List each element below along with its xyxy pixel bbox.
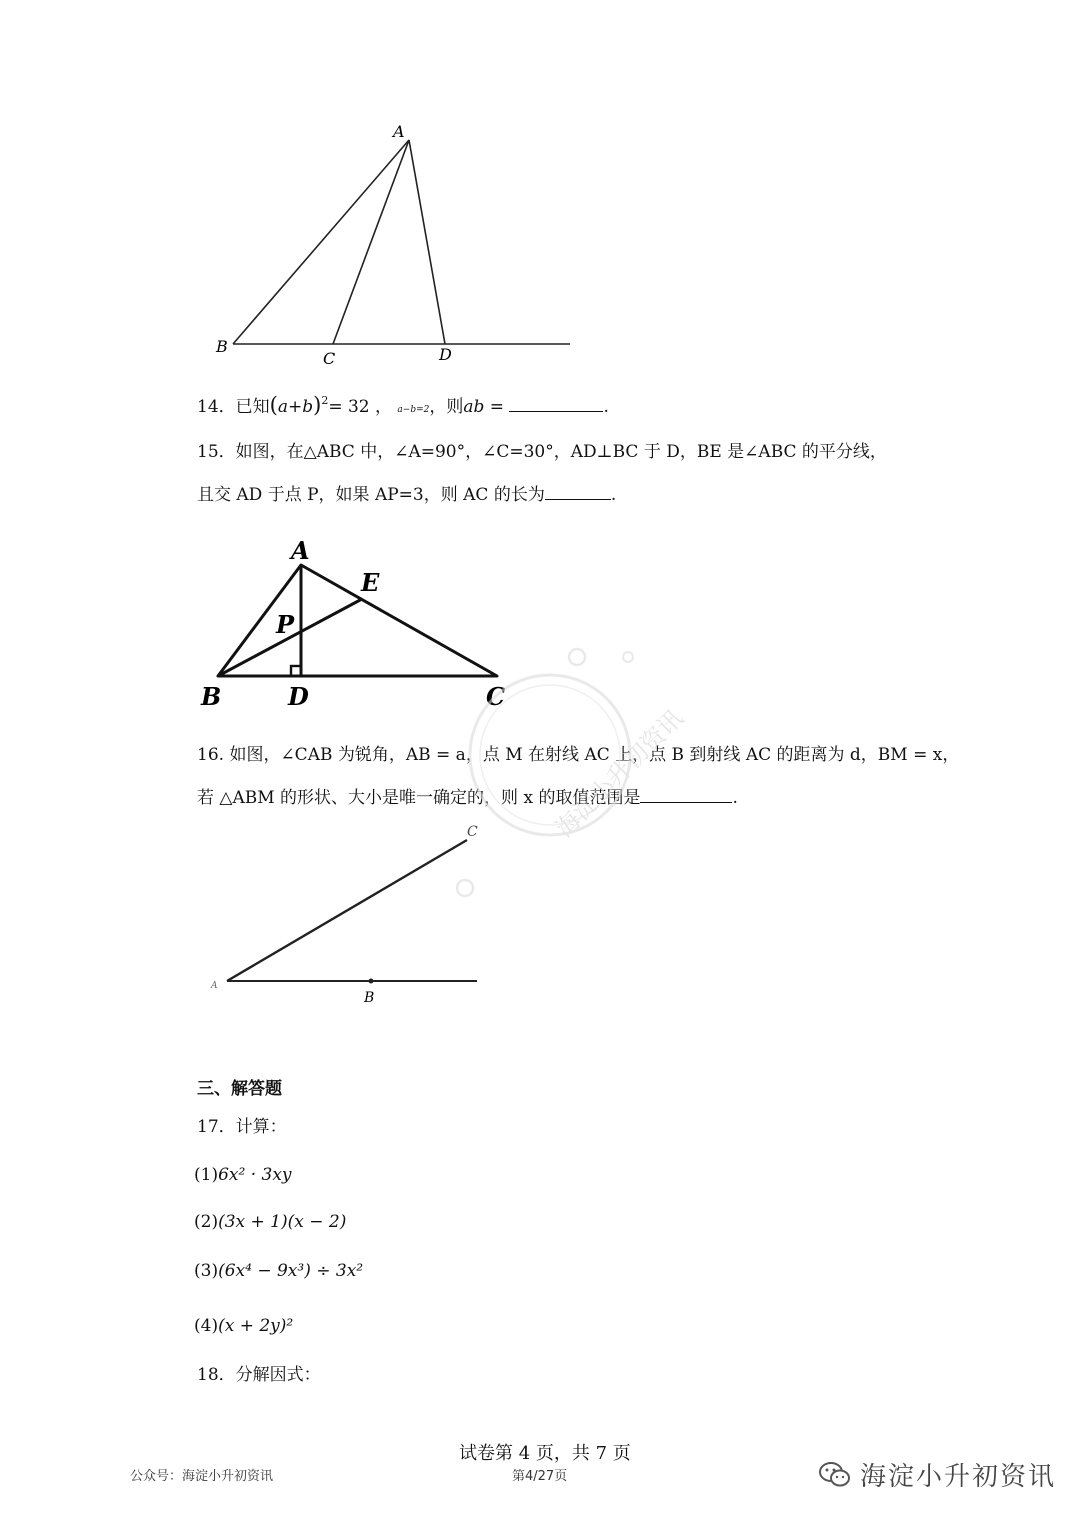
question-15-line-2	[197, 483, 616, 507]
q14-end: .	[603, 397, 609, 417]
label-c: C	[467, 824, 478, 840]
q14-answer-blank[interactable]	[509, 395, 603, 412]
q15-end: .	[610, 485, 617, 505]
q14-plus: +	[287, 397, 303, 417]
q17-item-2-no: (2)	[194, 1212, 219, 1232]
q17-item-3-no: (3)	[194, 1261, 219, 1281]
q14-eq2: =	[484, 397, 510, 417]
q17-item-4-expr: (x + 2y)²	[218, 1316, 294, 1336]
q15-line2-text: 且交 AD 于点 P，如果 AP=3，则 AC 的长为	[197, 485, 545, 505]
line-ab	[233, 140, 409, 344]
label-d: D	[439, 345, 452, 364]
figure-q13-lines	[233, 140, 570, 344]
ray-ac	[227, 840, 467, 981]
q17-item-1-no: (1)	[194, 1165, 219, 1185]
footer-account: 公众号：海淀小升初资讯	[130, 1469, 274, 1484]
question-16-line-1: 16. 如图，∠CAB 为锐角，AB = a，点 M 在射线 AC 上，点 B 到射线 AC 的距离为 d，BM = x，	[197, 745, 960, 765]
label-a: A	[211, 981, 218, 991]
label-c: C	[486, 682, 506, 711]
label-p: P	[276, 610, 295, 639]
footer-page-number: 试卷第 4 页，共 7 页	[459, 1443, 631, 1464]
question-15-line-1: 15．如图，在△ABC 中，∠A=90°，∠C=30°，AD⊥BC 于 D，BE 是∠ABC 的平分线，	[197, 442, 887, 462]
label-b: B	[364, 990, 375, 1006]
label-b: B	[201, 682, 222, 711]
label-a: A	[291, 536, 310, 565]
q17-item-1-expr: 6x² · 3xy	[218, 1165, 292, 1185]
label-c: C	[323, 349, 336, 368]
watermark-text: 海淀小升初资讯	[550, 704, 689, 843]
q14-eq: = 32 ，	[328, 397, 393, 417]
figure-q13	[200, 115, 590, 375]
footer-brand-text: 海淀小升初资讯	[860, 1462, 1057, 1492]
q17-item-2	[194, 1210, 346, 1234]
label-d: D	[288, 682, 309, 711]
question-14: 14．已知$(a+b)^2= 32$ ， a−b=2，则ab = .	[197, 393, 609, 417]
label-b: B	[216, 337, 228, 356]
question-17-title: 17．计算：	[197, 1117, 287, 1137]
q17-item-3	[194, 1259, 363, 1283]
section-3-title: 三、解答题	[197, 1079, 282, 1099]
label-a: A	[393, 122, 405, 141]
q14-then: ，则	[429, 397, 464, 417]
q16-line2-text: 若 △ABM 的形状、大小是唯一确定的，则 x 的取值范围是	[197, 788, 641, 808]
wechat-icon	[818, 1460, 852, 1490]
q17-item-1	[194, 1163, 292, 1187]
q17-item-3-expr: (6x⁴ − 9x³) ÷ 3x²	[218, 1261, 364, 1281]
q14-var-b: b	[302, 397, 314, 417]
point-b	[369, 979, 374, 984]
q14-prefix: 14．已知	[197, 397, 270, 417]
q14-exponent: 2	[321, 394, 329, 407]
q14-target: ab	[463, 397, 485, 417]
q15-answer-blank[interactable]	[545, 483, 611, 500]
line-ad	[409, 140, 445, 344]
q17-item-4-no: (4)	[194, 1316, 219, 1336]
line-ac	[333, 140, 409, 344]
footer-brand	[818, 1456, 1056, 1493]
q14-var-a: a	[277, 397, 288, 417]
q17-item-2-expr: (3x + 1)(x − 2)	[218, 1212, 347, 1232]
question-18-title: 18．分解因式：	[197, 1365, 321, 1385]
q16-end: .	[732, 788, 738, 808]
label-e: E	[361, 568, 380, 597]
q17-item-4	[194, 1314, 293, 1338]
q14-condition: a−b=2	[397, 405, 430, 415]
watermark-seal	[440, 640, 689, 900]
footer-sub-page: 第4/27页	[512, 1469, 568, 1484]
